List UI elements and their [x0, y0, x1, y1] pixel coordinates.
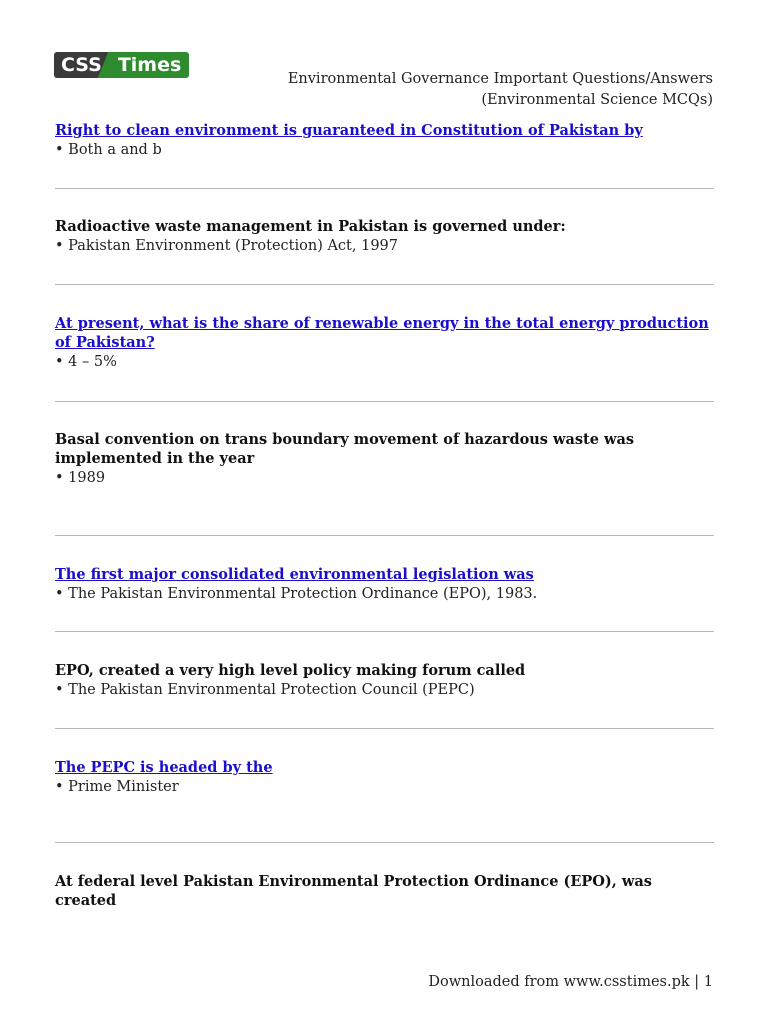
page-footer: Downloaded from www.csstimes.pk | 1 — [428, 974, 713, 990]
answer-4: • 1989 — [55, 470, 106, 486]
question-6: EPO, created a very high level policy making forum called — [55, 662, 526, 679]
qa-item-7 — [55, 758, 715, 797]
question-link-5[interactable]: The first major consolidated environmental legislation was — [55, 566, 534, 583]
logo-times-text: Times — [117, 54, 182, 76]
question-link-1[interactable]: Right to clean environment is guaranteed in Constitution of Pakistan by — [55, 122, 643, 139]
divider — [55, 631, 714, 632]
answer-7: • Prime Minister — [55, 779, 179, 795]
question-8: At federal level Pakistan Environmental Protection Ordinance (EPO), was created — [55, 873, 652, 909]
csstimes-logo — [54, 52, 189, 78]
qa-item-5 — [55, 565, 715, 604]
answer-1: • Both a and b — [55, 142, 162, 158]
header-title-line1: Environmental Governance Important Questions/Answers — [287, 71, 713, 87]
divider — [55, 401, 714, 402]
divider — [55, 188, 714, 189]
answer-2: • Pakistan Environment (Protection) Act, 1997 — [55, 238, 398, 254]
logo-times-block — [110, 52, 189, 78]
qa-item-6 — [55, 661, 715, 700]
qa-item-3 — [55, 314, 715, 372]
qa-item-4 — [55, 430, 715, 488]
divider — [55, 842, 714, 843]
question-link-7[interactable]: The PEPC is headed by the — [55, 759, 273, 776]
answer-6: • The Pakistan Environmental Protection Council (PEPC) — [55, 682, 475, 698]
answer-5: • The Pakistan Environmental Protection Ordinance (EPO), 1983. — [55, 586, 538, 602]
divider — [55, 728, 714, 729]
divider — [55, 535, 714, 536]
qa-item-8 — [55, 872, 715, 911]
logo-css-text: CSS — [54, 52, 110, 78]
answer-3: • 4 – 5% — [55, 354, 117, 370]
question-4: Basal convention on trans boundary movement of hazardous waste was implemented in the year — [55, 431, 635, 467]
qa-item-2 — [55, 217, 715, 256]
divider — [55, 284, 714, 285]
header-title-line2: (Environmental Science MCQs) — [481, 92, 713, 108]
question-link-3[interactable]: At present, what is the share of renewable energy in the total energy production of Pakistan? — [55, 315, 709, 351]
qa-item-1 — [55, 121, 715, 160]
question-2: Radioactive waste management in Pakistan is governed under: — [55, 218, 566, 235]
page-header — [288, 69, 713, 111]
